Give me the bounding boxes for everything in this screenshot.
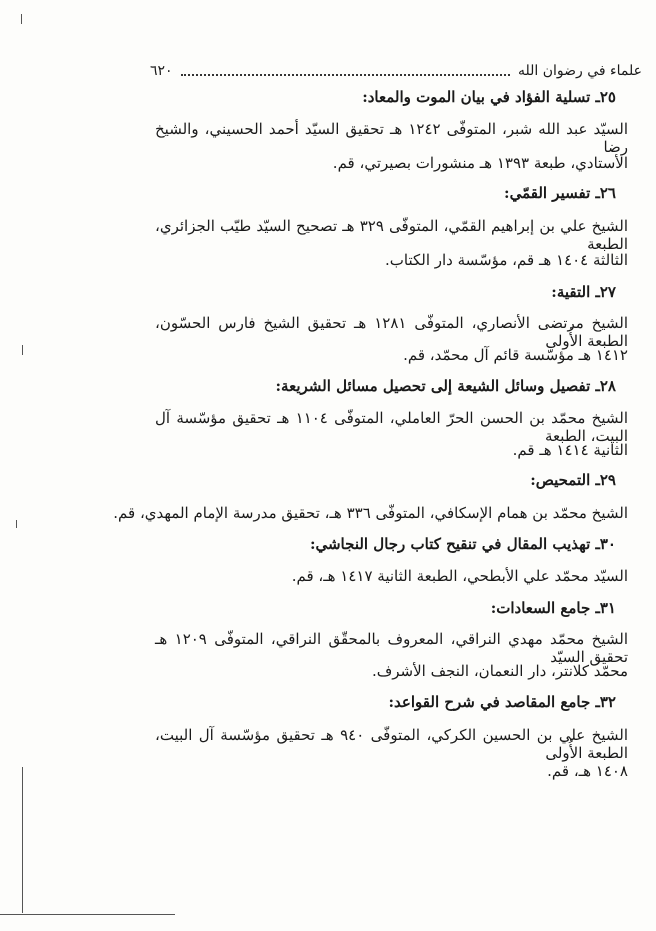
running-header	[150, 58, 642, 84]
entry-28-title: ٢٨ـ تفصيل وسائل الشيعة إلى تحصيل مسائل الشريعة:	[275, 377, 616, 395]
entry-25-line1: السيّد عبد الله شبر، المتوفّى ١٢٤٢ هـ تحقيق السيّد أحمد الحسيني، والشيخ رضا	[155, 120, 628, 156]
entry-31-line1: الشيخ محمّد مهدي النراقي، المعروف بالمحقّق النراقي، المتوفّى ١٢٠٩ هـ تحقيق السيّد	[155, 630, 628, 666]
entry-29-title: ٢٩ـ التمحيص:	[530, 471, 616, 489]
scan-bottom-rule	[0, 914, 175, 915]
scan-mark	[21, 14, 22, 24]
scan-mark	[16, 520, 17, 528]
entry-27-title: ٢٧ـ التقية:	[551, 283, 616, 301]
entry-26-line1: الشيخ علي بن إبراهيم القمّي، المتوفّى ٣٢٩ هـ تصحيح السيّد طيّب الجزائري، الطبعة	[155, 217, 628, 253]
scan-margin-line	[22, 767, 23, 913]
entry-27-line1: الشيخ مرتضى الأنصاري، المتوفّى ١٢٨١ هـ تحقيق الشيخ فارس الحسّون، الطبعة الأُولى	[155, 314, 628, 350]
entry-25-title: ٢٥ـ تسلية الفؤاد في بيان الموت والمعاد:	[362, 88, 616, 106]
entry-31-line2: محمّد كلانتر، دار النعمان، النجف الأشرف.	[371, 662, 628, 680]
scan-mark	[22, 345, 23, 355]
entry-25-line2: الأستادي، طبعة ١٣٩٣ هـ منشورات بصيرتي، قم.	[332, 154, 628, 172]
entry-26-title: ٢٦ـ تفسير القمّي:	[504, 184, 616, 202]
entry-27-line2: ١٤١٢ هـ مؤسّسة قائم آل محمّد، قم.	[403, 346, 628, 364]
running-title: علماء في رضوان الله	[518, 63, 642, 79]
entry-32-line2: ١٤٠٨ هـ، قم.	[547, 762, 628, 780]
entry-26-line2: الثالثة ١٤٠٤ هـ قم، مؤسّسة دار الكتاب.	[385, 251, 628, 269]
entry-29-line1: الشيخ محمّد بن همام الإسكافي، المتوفّى ٣٣٦ هـ، تحقيق مدرسة الإمام المهدي، قم.	[113, 504, 628, 522]
leader-dots	[181, 66, 510, 76]
page-number: ٦٢٠	[150, 63, 173, 79]
entry-30-title: ٣٠ـ تهذيب المقال في تنقيح كتاب رجال النجاشي:	[309, 535, 616, 553]
entry-28-line2: الثانية ١٤١٤ هـ قم.	[512, 441, 628, 459]
entry-32-title: ٣٢ـ جامع المقاصد في شرح القواعد:	[388, 693, 616, 711]
entry-32-line1: الشيخ علي بن الحسين الكركي، المتوفّى ٩٤٠ هـ تحقيق مؤسّسة آل البيت، الطبعة الأُولى	[155, 726, 628, 762]
entry-31-title: ٣١ـ جامع السعادات:	[490, 599, 616, 617]
entry-30-line1: السيّد محمّد علي الأبطحي، الطبعة الثانية ١٤١٧ هـ، قم.	[291, 567, 628, 585]
entry-28-line1: الشيخ محمّد بن الحسن الحرّ العاملي، المتوفّى ١١٠٤ هـ تحقيق مؤسّسة آل البيت، الطبعة	[155, 409, 628, 445]
